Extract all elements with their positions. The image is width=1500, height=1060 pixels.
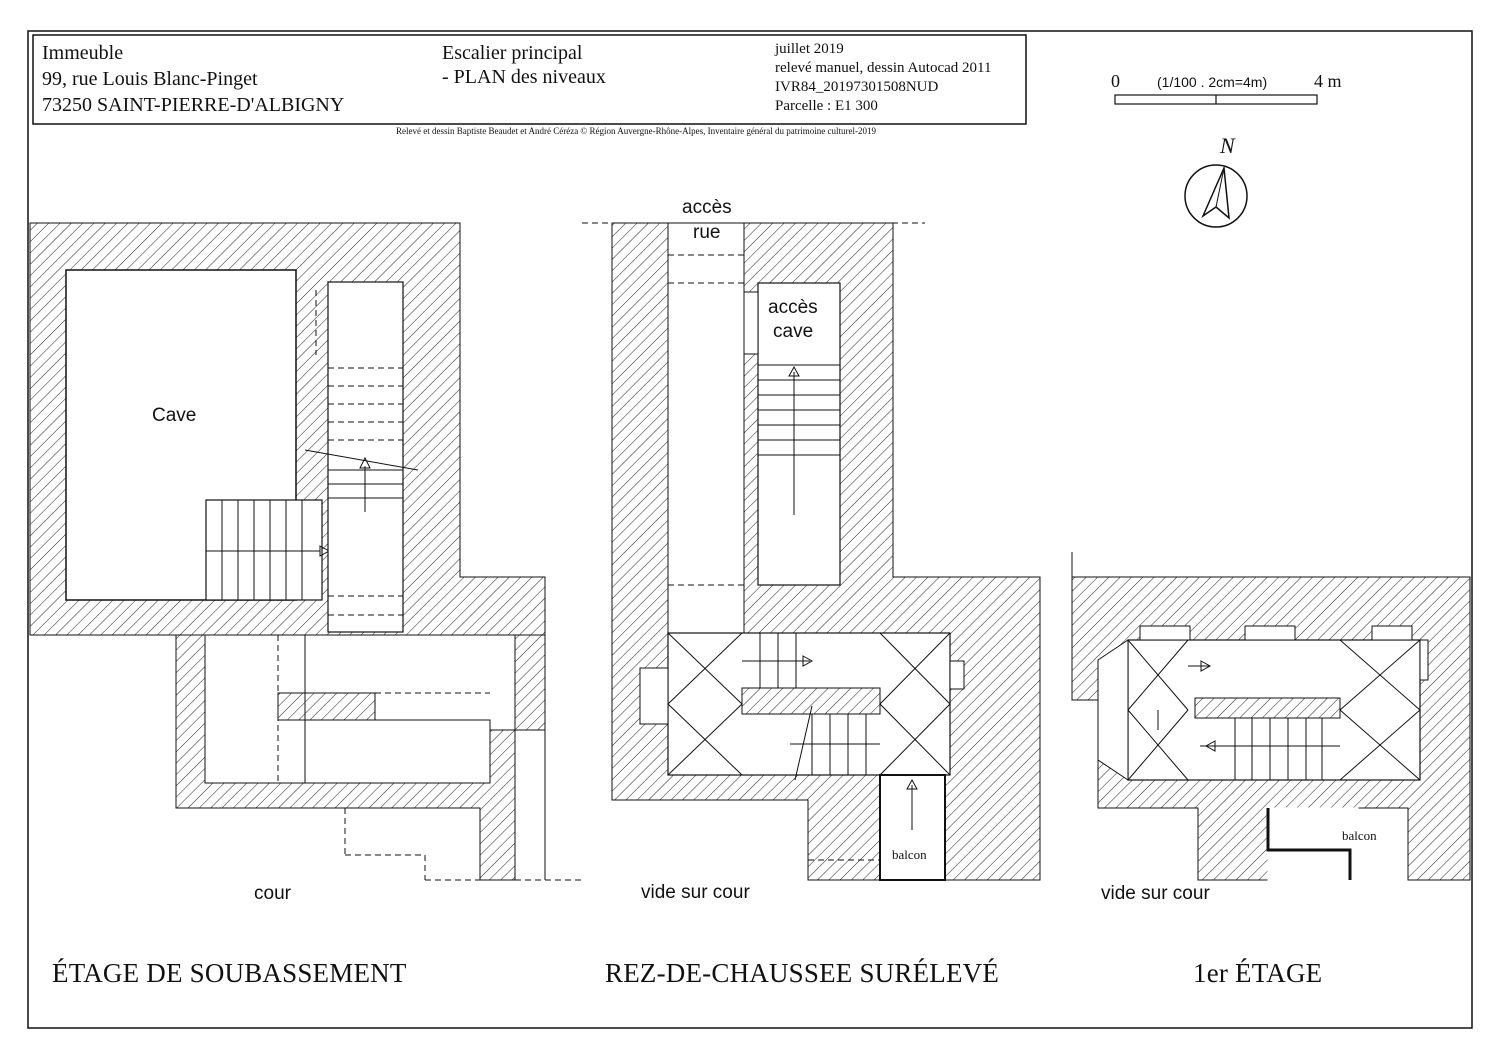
stair-well bbox=[328, 282, 403, 632]
meta-line-3: IVR84_20197301508NUD bbox=[775, 79, 939, 95]
cellar-access-label-1: accès bbox=[768, 297, 818, 318]
first-courtyard-void-label: vide sur cour bbox=[1101, 883, 1210, 904]
plan-first-floor bbox=[1072, 552, 1470, 880]
scale-ratio: (1/100 . 2cm=4m) bbox=[1157, 74, 1268, 90]
cave-label: Cave bbox=[152, 405, 197, 426]
ground-balcony-label: balcon bbox=[892, 847, 927, 862]
meta-line-4: Parcelle : E1 300 bbox=[775, 98, 878, 114]
scale-bar bbox=[1115, 95, 1317, 104]
north-label: N bbox=[1220, 133, 1235, 158]
credit-line: Relevé et dessin Baptiste Beaudet et André Céréza © Région Auvergne-Rhône-Alpes, Inventaire général du patrimoine culturel-2019 bbox=[396, 126, 877, 136]
first-floor-plan-title: 1er ÉTAGE bbox=[1193, 958, 1323, 988]
north-arrow-icon bbox=[1185, 165, 1247, 227]
basement-courtyard-label: cour bbox=[254, 883, 291, 904]
subject-line-2: - PLAN des niveaux bbox=[442, 66, 606, 88]
address-line-3: 73250 SAINT-PIERRE-D'ALBIGNY bbox=[42, 94, 345, 116]
scale-end: 4 m bbox=[1314, 71, 1342, 91]
meta-line-1: juillet 2019 bbox=[775, 41, 844, 57]
first-balcony-label: balcon bbox=[1342, 828, 1377, 843]
scale-start: 0 bbox=[1111, 71, 1120, 91]
basement-plan-title: ÉTAGE DE SOUBASSEMENT bbox=[52, 958, 407, 988]
meta-line-2: relevé manuel, dessin Autocad 2011 bbox=[775, 60, 992, 76]
address-line-2: 99, rue Louis Blanc-Pinget bbox=[42, 68, 258, 90]
ground-courtyard-void-label: vide sur cour bbox=[641, 882, 750, 903]
stair-flight bbox=[206, 500, 322, 600]
address-line-1: Immeuble bbox=[42, 42, 124, 64]
street-access-label-2: rue bbox=[693, 222, 721, 243]
street-access-label-1: accès bbox=[682, 197, 732, 218]
plan-basement bbox=[30, 223, 585, 880]
cellar-access-label-2: cave bbox=[773, 321, 814, 342]
ground-plan-title: REZ-DE-CHAUSSEE SURÉLEVÉ bbox=[605, 958, 1000, 988]
subject-line-1: Escalier principal bbox=[442, 42, 583, 64]
